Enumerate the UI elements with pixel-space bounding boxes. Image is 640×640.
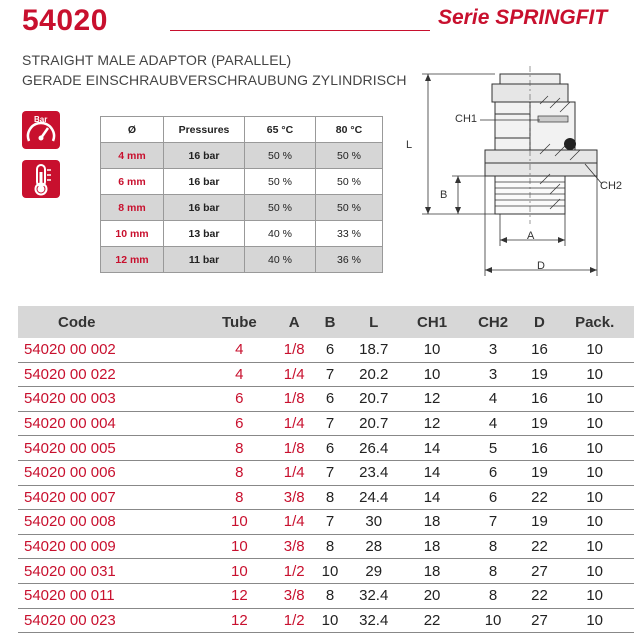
cell-tube: 12 xyxy=(204,608,274,633)
dimensions-table xyxy=(18,306,634,633)
cell-code: 54020 00 031 xyxy=(18,559,204,584)
cell-pack: 10 xyxy=(555,534,634,559)
spec-cell: 50 % xyxy=(316,169,383,195)
spec-cell: 11 bar xyxy=(164,247,245,273)
cell-a: 3/8 xyxy=(274,583,314,608)
cell-l: 23.4 xyxy=(346,460,402,485)
cell-l: 28 xyxy=(346,534,402,559)
cell-d: 22 xyxy=(524,485,556,510)
pressure-gauge-icon xyxy=(22,111,60,149)
cell-pack: 10 xyxy=(555,583,634,608)
cell-l: 32.4 xyxy=(346,608,402,633)
spec-cell: 12 mm xyxy=(101,247,164,273)
cell-ch2: 4 xyxy=(463,387,524,412)
spec-cell: 50 % xyxy=(245,195,316,221)
cell-ch2: 3 xyxy=(463,362,524,387)
header-tube: Tube xyxy=(204,306,274,338)
product-code-title: 54020 xyxy=(22,4,108,37)
table-row xyxy=(18,411,634,436)
cell-ch1: 20 xyxy=(402,583,463,608)
pressure-icon-label: Bar xyxy=(34,115,48,124)
spec-row xyxy=(101,247,383,273)
cell-pack: 10 xyxy=(555,387,634,412)
cell-ch1: 18 xyxy=(402,534,463,559)
cell-ch1: 22 xyxy=(402,608,463,633)
cell-d: 19 xyxy=(524,411,556,436)
cell-l: 18.7 xyxy=(346,338,402,362)
table-row xyxy=(18,436,634,461)
cell-ch2: 5 xyxy=(463,436,524,461)
dimensions-header-row xyxy=(18,306,634,338)
cell-tube: 12 xyxy=(204,583,274,608)
cell-ch2: 6 xyxy=(463,485,524,510)
spec-cell: 8 mm xyxy=(101,195,164,221)
cell-l: 32.4 xyxy=(346,583,402,608)
cell-a: 1/8 xyxy=(274,338,314,362)
cell-pack: 10 xyxy=(555,608,634,633)
fitting-technical-drawing xyxy=(400,64,630,284)
cell-b: 10 xyxy=(314,559,346,584)
dim-label-l: L xyxy=(406,139,413,151)
cell-l: 20.2 xyxy=(346,362,402,387)
cell-a: 1/4 xyxy=(274,460,314,485)
cell-b: 7 xyxy=(314,510,346,535)
cell-tube: 8 xyxy=(204,460,274,485)
cell-a: 3/8 xyxy=(274,534,314,559)
cell-b: 6 xyxy=(314,436,346,461)
cell-tube: 8 xyxy=(204,436,274,461)
cell-d: 16 xyxy=(524,387,556,412)
header-pack: Pack. xyxy=(555,306,634,338)
cell-a: 3/8 xyxy=(274,485,314,510)
cell-code: 54020 00 008 xyxy=(18,510,204,535)
spec-header-65c: 65 °C xyxy=(245,117,316,143)
cell-a: 1/4 xyxy=(274,362,314,387)
cell-pack: 10 xyxy=(555,411,634,436)
cell-pack: 10 xyxy=(555,338,634,362)
cell-l: 26.4 xyxy=(346,436,402,461)
cell-pack: 10 xyxy=(555,510,634,535)
description-english: STRAIGHT MALE ADAPTOR (PARALLEL) xyxy=(22,52,292,68)
spec-header-diameter: Ø xyxy=(101,117,164,143)
spec-cell: 16 bar xyxy=(164,169,245,195)
series-name: Serie SPRINGFIT xyxy=(438,6,608,29)
table-row xyxy=(18,362,634,387)
cell-pack: 10 xyxy=(555,485,634,510)
header-ch1: CH1 xyxy=(402,306,463,338)
cell-a: 1/2 xyxy=(274,559,314,584)
cell-ch2: 7 xyxy=(463,510,524,535)
cell-l: 24.4 xyxy=(346,485,402,510)
cell-b: 7 xyxy=(314,411,346,436)
cell-tube: 6 xyxy=(204,387,274,412)
cell-ch2: 6 xyxy=(463,460,524,485)
spec-header-row xyxy=(101,117,383,143)
header-l: L xyxy=(346,306,402,338)
table-row xyxy=(18,608,634,633)
cell-l: 29 xyxy=(346,559,402,584)
cell-a: 1/4 xyxy=(274,411,314,436)
cell-ch2: 10 xyxy=(463,608,524,633)
header-d: D xyxy=(524,306,556,338)
cell-ch2: 4 xyxy=(463,411,524,436)
cell-code: 54020 00 022 xyxy=(18,362,204,387)
cell-a: 1/8 xyxy=(274,387,314,412)
cell-a: 1/4 xyxy=(274,510,314,535)
table-row xyxy=(18,338,634,362)
table-row xyxy=(18,559,634,584)
cell-d: 16 xyxy=(524,436,556,461)
cell-code: 54020 00 004 xyxy=(18,411,204,436)
cell-code: 54020 00 007 xyxy=(18,485,204,510)
cell-ch1: 10 xyxy=(402,362,463,387)
cell-code: 54020 00 006 xyxy=(18,460,204,485)
cell-l: 20.7 xyxy=(346,411,402,436)
cell-tube: 8 xyxy=(204,485,274,510)
pressure-spec-table xyxy=(100,116,383,273)
cell-d: 19 xyxy=(524,460,556,485)
spec-cell: 6 mm xyxy=(101,169,164,195)
cell-d: 19 xyxy=(524,362,556,387)
spec-cell: 50 % xyxy=(245,143,316,169)
spec-cell: 4 mm xyxy=(101,143,164,169)
cell-b: 7 xyxy=(314,362,346,387)
cell-b: 8 xyxy=(314,583,346,608)
cell-tube: 4 xyxy=(204,338,274,362)
spec-cell: 13 bar xyxy=(164,221,245,247)
spec-row xyxy=(101,195,383,221)
dim-label-ch2: CH2 xyxy=(600,180,623,192)
spec-cell: 33 % xyxy=(316,221,383,247)
spec-cell: 16 bar xyxy=(164,195,245,221)
cell-b: 6 xyxy=(314,387,346,412)
table-row xyxy=(18,460,634,485)
dim-label-b: B xyxy=(440,189,448,201)
dim-label-a: A xyxy=(527,230,535,242)
spec-row xyxy=(101,169,383,195)
cell-code: 54020 00 009 xyxy=(18,534,204,559)
spec-cell: 50 % xyxy=(245,169,316,195)
cell-ch1: 10 xyxy=(402,338,463,362)
cell-b: 7 xyxy=(314,460,346,485)
cell-code: 54020 00 002 xyxy=(18,338,204,362)
table-row xyxy=(18,510,634,535)
cell-code: 54020 00 023 xyxy=(18,608,204,633)
cell-pack: 10 xyxy=(555,436,634,461)
cell-a: 1/2 xyxy=(274,608,314,633)
cell-ch2: 8 xyxy=(463,534,524,559)
header-b: B xyxy=(314,306,346,338)
spec-cell: 40 % xyxy=(245,247,316,273)
spec-cell: 10 mm xyxy=(101,221,164,247)
description-german: GERADE EINSCHRAUBVERSCHRAUBUNG ZYLINDRISCH xyxy=(22,72,407,88)
cell-d: 27 xyxy=(524,559,556,584)
cell-code: 54020 00 003 xyxy=(18,387,204,412)
table-row xyxy=(18,485,634,510)
cell-ch2: 8 xyxy=(463,559,524,584)
table-row xyxy=(18,534,634,559)
header-code: Code xyxy=(18,306,204,338)
cell-ch1: 14 xyxy=(402,485,463,510)
cell-ch1: 12 xyxy=(402,411,463,436)
spec-cell: 16 bar xyxy=(164,143,245,169)
spec-cell: 50 % xyxy=(316,195,383,221)
spec-cell: 36 % xyxy=(316,247,383,273)
cell-ch2: 8 xyxy=(463,583,524,608)
cell-l: 30 xyxy=(346,510,402,535)
spec-cell: 40 % xyxy=(245,221,316,247)
cell-d: 27 xyxy=(524,608,556,633)
cell-ch1: 14 xyxy=(402,460,463,485)
cell-pack: 10 xyxy=(555,559,634,584)
cell-pack: 10 xyxy=(555,362,634,387)
cell-l: 20.7 xyxy=(346,387,402,412)
spec-cell: 50 % xyxy=(316,143,383,169)
cell-ch1: 12 xyxy=(402,387,463,412)
cell-b: 6 xyxy=(314,338,346,362)
spec-row xyxy=(101,143,383,169)
cell-code: 54020 00 005 xyxy=(18,436,204,461)
cell-ch1: 14 xyxy=(402,436,463,461)
cell-code: 54020 00 011 xyxy=(18,583,204,608)
cell-d: 16 xyxy=(524,338,556,362)
cell-b: 10 xyxy=(314,608,346,633)
spec-row xyxy=(101,221,383,247)
cell-tube: 6 xyxy=(204,411,274,436)
table-row xyxy=(18,583,634,608)
dim-label-ch1: CH1 xyxy=(455,113,478,125)
cell-b: 8 xyxy=(314,485,346,510)
spec-header-pressures: Pressures xyxy=(164,117,245,143)
cell-d: 22 xyxy=(524,534,556,559)
cell-ch1: 18 xyxy=(402,559,463,584)
cell-ch2: 3 xyxy=(463,338,524,362)
header-a: A xyxy=(274,306,314,338)
header-ch2: CH2 xyxy=(463,306,524,338)
cell-tube: 10 xyxy=(204,559,274,584)
thermometer-icon xyxy=(22,160,60,198)
dim-label-d: D xyxy=(537,260,545,272)
spec-header-80c: 80 °C xyxy=(316,117,383,143)
cell-a: 1/8 xyxy=(274,436,314,461)
cell-d: 22 xyxy=(524,583,556,608)
cell-tube: 10 xyxy=(204,510,274,535)
title-rule xyxy=(170,30,430,31)
cell-b: 8 xyxy=(314,534,346,559)
cell-pack: 10 xyxy=(555,460,634,485)
cell-tube: 4 xyxy=(204,362,274,387)
table-row xyxy=(18,387,634,412)
cell-tube: 10 xyxy=(204,534,274,559)
cell-ch1: 18 xyxy=(402,510,463,535)
cell-d: 19 xyxy=(524,510,556,535)
